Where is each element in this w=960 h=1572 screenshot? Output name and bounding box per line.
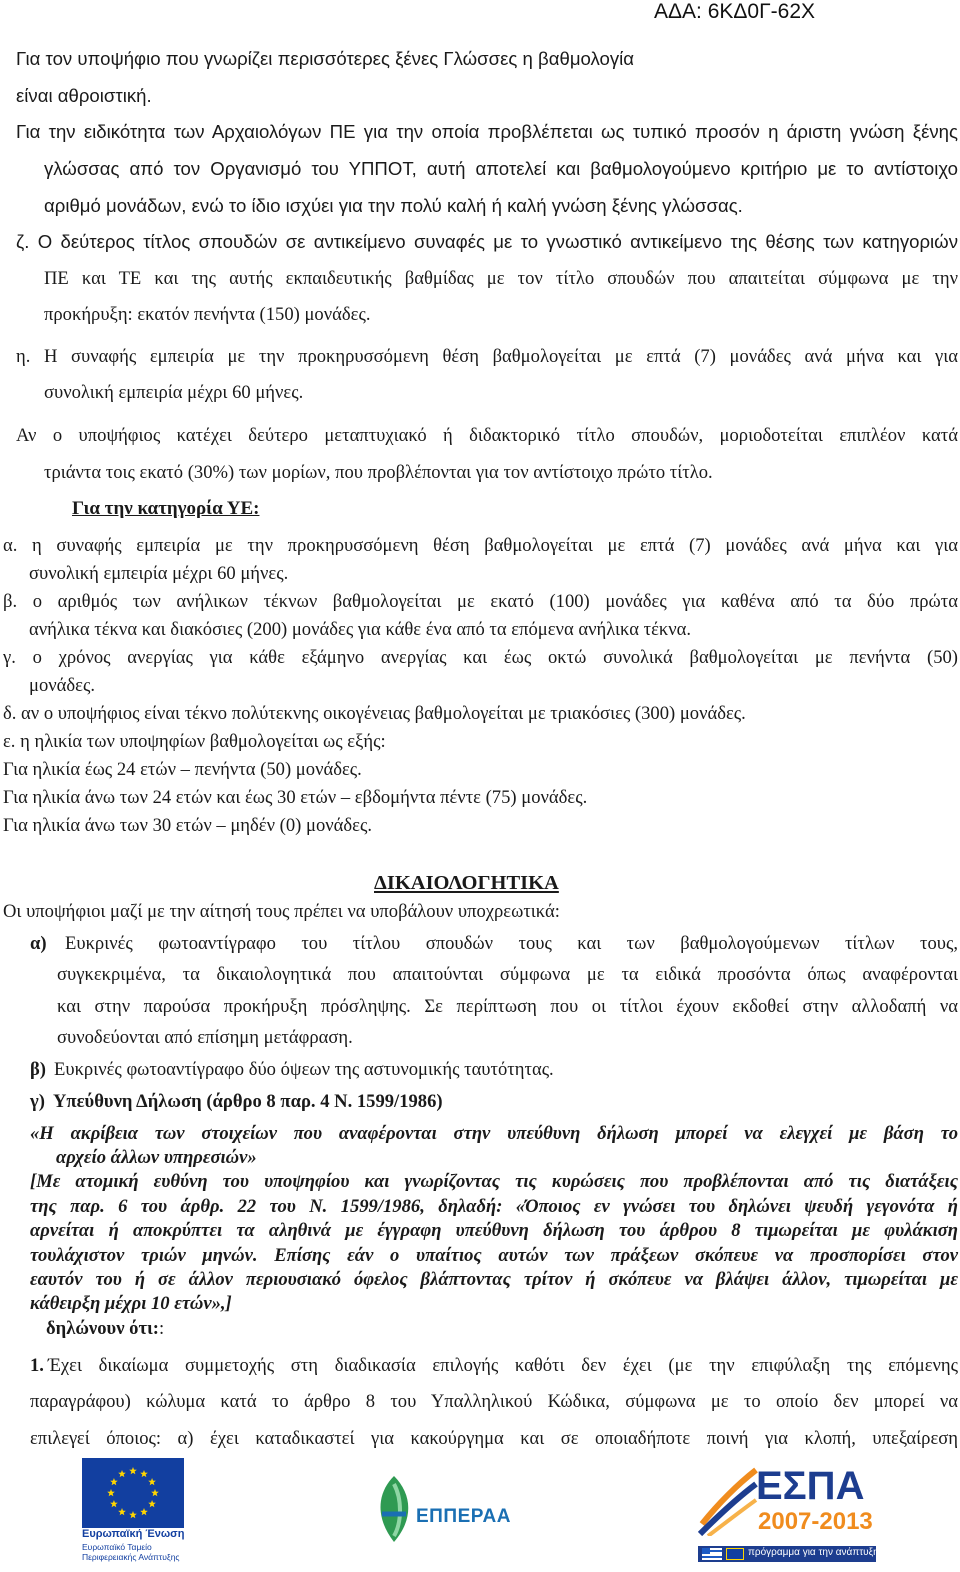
- ye-d: δ. αν ο υποψήφιος είναι τέκνο πολύτεκνης οικογένειας βαθμολογείται με τριακόσιες (300) μονάδες.: [3, 703, 746, 724]
- item-h-line1: η. Η συναφής εμπειρία με την προκηρυσσόμενη θέση βαθμολογείται με επτά (7) μονάδες ανά μήνα και για: [16, 346, 958, 367]
- archaeologists-line2: γλώσσας από τον Οργανισμό του ΥΠΠΟΤ, αυτή αποτελεί και βαθμολογούμενο κριτήριο με το αντίστοιχο: [44, 158, 958, 179]
- ye-e: ε. η ηλικία των υποψηφίων βαθμολογείται ως εξής:: [3, 731, 386, 752]
- doc-a-line2: συγκεκριμένα, τα δικαιολογητικά που απαιτούνται σύμφωνα με τα ειδικά προσόντα όπως αναφέρονται: [57, 964, 958, 985]
- archaeologists-line1: Για την ειδικότητα των Αρχαιολόγων ΠΕ για την οποία προβλέπεται ως τυπικό προσόν η άριστη γνώση ξένης: [16, 121, 958, 142]
- eu-label: Ευρωπαϊκή Ένωση: [82, 1528, 185, 1540]
- epperaa-logo: [372, 1474, 512, 1554]
- penalty-line6: κάθειρξη μέχρι 10 ετών»,]: [30, 1293, 232, 1314]
- declaration-quote-line1: «Η ακρίβεια των στοιχείων που αναφέρονται στην υπεύθυνη δήλωση μπορεί να ελεγχεί με βάση το: [30, 1123, 958, 1144]
- doc-g-text: Υπεύθυνη Δήλωση (άρθρο 8 παρ. 4 Ν. 1599/1986): [53, 1091, 443, 1112]
- doc-b-label: β): [30, 1059, 46, 1080]
- penalty-line5: εαυτόν του ή σε άλλον περιουσιακό όφελος βλάπτοντας τρίτον ή σκόπευε να βλάψει άλλον, τιμωρείται με: [30, 1269, 958, 1290]
- declaration-quote-line2: αρχείο άλλων υπηρεσιών»: [56, 1147, 257, 1168]
- eu-fund-label-2: Περιφερειακής Ανάπτυξης: [82, 1552, 180, 1562]
- declare-that: δηλώνουν ότι:: [46, 1318, 159, 1339]
- espa-years: 2007-2013: [758, 1508, 873, 1535]
- foreign-lang-line1: Για τον υποψήφιο που γνωρίζει περισσότερες ξένες Γλώσσες η βαθμολογία: [16, 48, 635, 69]
- doc-a-line1: Ευκρινές φωτοαντίγραφο του τίτλου σπουδών τους και των βαθμολογούμενων τίτλων τους,: [65, 933, 958, 954]
- item-z-line3: προκήρυξη: εκατόν πενήντα (150) μονάδες.: [44, 304, 371, 325]
- declare-colon: :: [158, 1318, 165, 1339]
- n1-line3: επιλεγεί όποιος: α) έχει καταδικαστεί για κακούργημα και σε οποιαδήποτε ποινή για κλοπή, υπεξαίρεση: [30, 1428, 958, 1449]
- ye-heading: Για την κατηγορία ΥΕ:: [72, 498, 260, 519]
- ye-b-line2: ανήλικα τέκνα και διακόσιες (200) μονάδες για κάθε ένα από τα επόμενα ανήλικα τέκνα.: [29, 619, 692, 640]
- penalty-line2: της παρ. 6 του άρθρ. 22 του Ν. 1599/1986, δηλαδή: «Όποιος εν γνώσει του δηλώνει ψευδή γεγονότα ή: [30, 1196, 958, 1217]
- ada-code: ΑΔΑ: 6ΚΔ0Γ-62Χ: [654, 0, 816, 23]
- eu-flag-icon: [82, 1458, 184, 1528]
- penalty-line4: τουλάχιστον τριών μηνών. Επίσης εάν ο υπαίτιος αυτών των πράξεων σκόπευε να προσπορίσει στον: [30, 1245, 958, 1266]
- greek-flag-icon: [702, 1548, 722, 1560]
- ye-age-2: Για ηλικία άνω των 24 ετών και έως 30 ετών – εβδομήντα πέντε (75) μονάδες.: [3, 787, 588, 808]
- archaeologists-line3: αριθμό μονάδων, ενώ το ίδιο ισχύει για την πολύ καλή ή καλή γνώση ξένης γλώσσας.: [44, 195, 743, 216]
- ye-age-1: Για ηλικία έως 24 ετών – πενήντα (50) μονάδες.: [3, 759, 362, 780]
- ye-a-line1: α. η συναφής εμπειρία με την προκηρυσσόμενη θέση βαθμολογείται με επτά (7) μονάδες ανά μήνα και για: [3, 535, 958, 556]
- espa-logo: [698, 1464, 878, 1564]
- doc-b-text: Ευκρινές φωτοαντίγραφο δύο όψεων της αστυνομικής ταυτότητας.: [54, 1059, 554, 1080]
- eu-logo: [82, 1458, 186, 1568]
- item-h-line2: συνολική εμπειρία μέχρι 60 μήνες.: [44, 382, 304, 403]
- doc-a-line3: και στην παρούσα προκήρυξη πρόσληψης. Σε περίπτωση που οι τίτλοι έχουν εκδοθεί στην αλλοδαπή να: [57, 996, 958, 1017]
- espa-swoosh-icon: [698, 1464, 758, 1536]
- espa-tag-bar: [698, 1546, 879, 1562]
- dikaiologitika-heading: ΔΙΚΑΙΟΛΟΓΗΤΙΚΑ: [374, 872, 559, 894]
- eu-fund-label-1: Ευρωπαϊκό Ταμείο: [82, 1542, 152, 1552]
- second-degree-line1: Αν ο υποψήφιος κατέχει δεύτερο μεταπτυχιακό ή διδακτορικό τίτλο σπουδών, μοριοδοτείται επιπλέον κατά: [16, 425, 958, 446]
- eu-mini-flag-icon: [726, 1548, 744, 1560]
- espa-title: ΕΣΠΑ: [756, 1464, 865, 1508]
- dikaiologitika-intro: Οι υποψήφιοι μαζί με την αίτησή τους πρέπει να υποβάλουν υποχρεωτικά:: [3, 901, 560, 922]
- doc-a-label: α): [30, 933, 47, 954]
- epperaa-leaf-icon: [372, 1474, 416, 1544]
- n1-line2: παραγράφου) κώλυμα κατά το άρθρο 8 του Υπαλληλικού Κώδικα, σύμφωνα με το οποίο δεν μπορεί να: [30, 1391, 958, 1412]
- penalty-line1: [Με ατομική ευθύνη του υποψηφίου και γνωρίζοντας τις κυρώσεις που προβλέπονται από τις διατάξεις: [30, 1171, 958, 1192]
- espa-tagline: πρόγραμμα για την ανάπτυξη: [748, 1547, 879, 1558]
- penalty-line3: αρνείται ή αποκρύπτει τα αληθινά με έγγραφη υπεύθυνη δήλωση του άρθρου 8 τιμωρείται με φυλάκιση: [30, 1220, 958, 1241]
- foreign-lang-line2: είναι αθροιστική.: [16, 85, 152, 106]
- epperaa-label: ΕΠΠΕΡΑΑ: [416, 1506, 511, 1527]
- doc-g-label: γ): [30, 1091, 45, 1112]
- doc-a-line4: συνοδεύονται από επίσημη μετάφραση.: [57, 1027, 353, 1048]
- item-z-line1: ζ. Ο δεύτερος τίτλος σπουδών σε αντικείμενο συναφές με το γνωστικό αντικείμενο της θέσης των κατηγοριών: [16, 231, 958, 252]
- second-degree-line2: τριάντα τοις εκατό (30%) των μορίων, που προβλέπονται για τον αντίστοιχο πρώτο τίτλο.: [44, 462, 713, 483]
- ye-g-line1: γ. ο χρόνος ανεργίας για κάθε εξάμηνο ανεργίας και έως οκτώ συνολικά βαθμολογείται με πενήντα (50): [3, 647, 958, 668]
- ye-age-3: Για ηλικία άνω των 30 ετών – μηδέν (0) μονάδες.: [3, 815, 372, 836]
- n1-number: 1.: [30, 1355, 44, 1376]
- n1-line1: Έχει δικαίωμα συμμετοχής στη διαδικασία επιλογής καθότι δεν έχει (με την επιφύλαξη της επόμενης: [48, 1355, 958, 1376]
- item-z-line2: ΠΕ και ΤΕ και της αυτής εκπαιδευτικής βαθμίδας με τον τίτλο σπουδών που απαιτείται σύμφωνα με την: [44, 268, 958, 289]
- ye-g-line2: μονάδες.: [29, 675, 95, 696]
- ye-a-line2: συνολική εμπειρία μέχρι 60 μήνες.: [29, 563, 289, 584]
- ye-b-line1: β. ο αριθμός των ανήλικων τέκνων βαθμολογείται με εκατό (100) μονάδες για καθένα από τα δύο πρώτα: [3, 591, 958, 612]
